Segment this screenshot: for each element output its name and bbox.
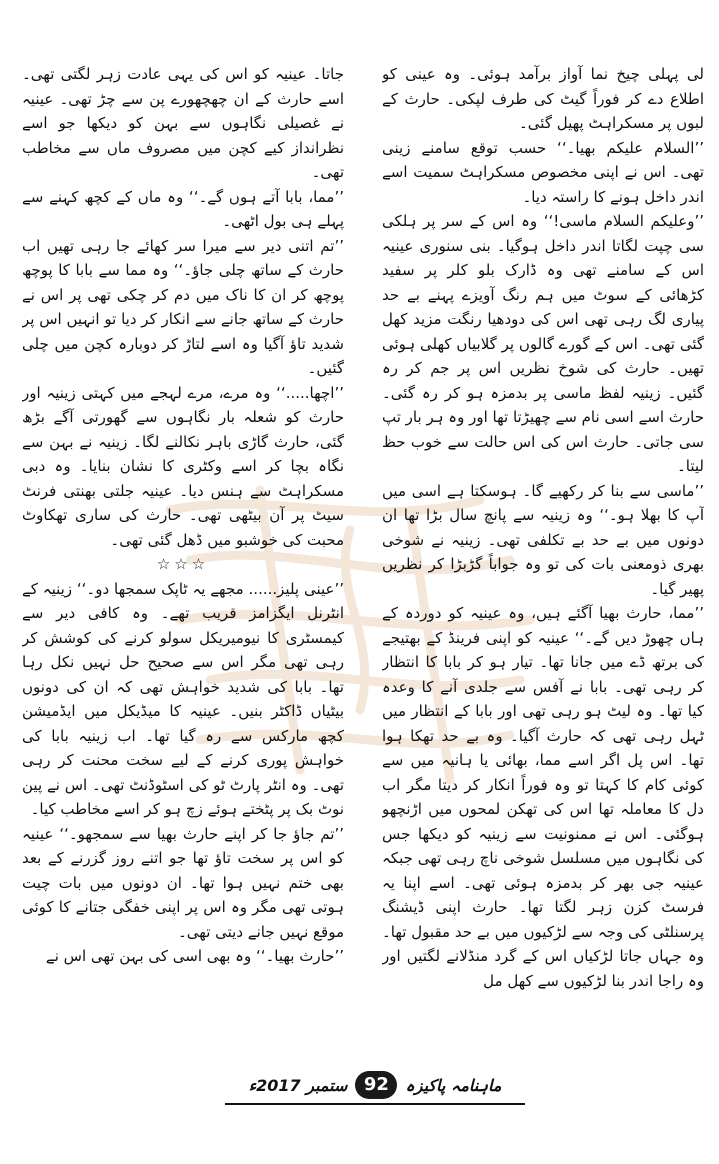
paragraph: ’’حارث بھیا۔‘‘ وہ بھی اسی کی بہن تھی اس نے <box>45 947 344 965</box>
page-number: 92 <box>355 1071 397 1099</box>
paragraph: ’’تم جاؤ جا کر اپنے حارث بھیا سے سمجھو۔‘‘ عینیہ کو اس پر سخت تاؤ تھا جو اتنے روز گزرنے کے بعد بھی ختم نہیں ہوا تھا۔ ان دونوں میں بات چیت ہوتی تھی مگر وہ اس پر اپنی خفگی جتانے کا کوئی موقع نہیں جانے دیتی تھی۔ <box>22 824 344 941</box>
issue-date: ستمبر 2017ء <box>248 1075 348 1095</box>
text-column-right <box>382 62 704 1062</box>
paragraph: ’’مما، حارث بھیا آگئے ہیں، وہ عینیہ کو دوردہ کے ہاں چھوڑ دیں گے۔‘‘ عینیہ کو اپنی فرینڈ کے بھتیجے کی برتھ ڈے میں جانا تھا۔ تیار ہو کر بابا کا انتظار کر رہی تھی۔ بابا نے آفس سے جلدی آنے کا وعدہ کیا تھا۔ وہ لیٹ ہو رہی تھی اور بابا کے انتظار میں ٹہل رہی تھی کہ حارث آگیا۔ وہ بے حد تھکا ہوا تھا۔ اس پل اگر اسے مما، بھائی یا ہانیہ میں سے کوئی کام کا کہتا تو وہ فوراً انکار کر دیتا مگر اب دل کا معاملہ تھا اس کی تھکن لمحوں میں اڑنچھو ہوگئی۔ اس نے ممنونیت سے زینیہ کو دیکھا جس کی نگاہوں میں مسلسل شوخی ناچ رہی تھی جبکہ عینیہ جی بھر کر بدمزہ ہوئی تھی۔ اسے اپنا یہ فرسٹ کزن زہر لگتا تھا۔ حارث اپنی ڈیشنگ پرسنلٹی کی وجہ سے لڑکیوں میں بے حد مقبول تھا۔ وہ جہاں جاتا لڑکیاں اس کے گرد منڈلانے لگتیں اور وہ راجا اندر بنا لڑکیوں سے کھل مل <box>382 604 704 990</box>
magazine-name: ماہنامہ پاکیزہ <box>405 1075 502 1095</box>
paragraph: ’’عینی پلیز...... مجھے یہ ٹاپک سمجھا دو۔‘‘ زینیہ کے انٹرنل ایگزامز قریب تھے۔ وہ کافی دیر سے کیمسٹری کا نیومیریکل سولو کرنے کی کوشش کر رہی تھی مگر اس سے صحیح حل نہیں نکل رہا تھا۔ بابا کی شدید خواہش تھی کہ ان کی دونوں بیٹیاں ڈاکٹر بنیں۔ عینیہ کا میڈیکل میں ایڈمیشن کچھ مارکس سے رہ گیا تھا۔ اب زینیہ بابا کی خواہش پوری کرنے کے لیے سخت محنت کر رہی تھی۔ وہ انٹر پارٹ ٹو کی اسٹوڈنٹ تھی۔ اس نے پین نوٹ بک پر پٹختے ہوئے زچ ہو کر اسے مخاطب کیا۔ <box>22 579 344 818</box>
paragraph: ’’مما، بابا آتے ہوں گے۔‘‘ وہ ماں کے کچھ کہنے سے پہلے ہی بول اٹھی۔ <box>22 187 344 230</box>
paragraph: ’’تم اتنی دیر سے میرا سر کھائے جا رہی تھیں اب حارث کے ساتھ چلی جاؤ۔‘‘ وہ مما سے بابا کا پوچھ پوچھ کر ان کا ناک میں دم کر چکی تھی پر اس نے حارث کے ساتھ جانے سے انکار کر دیا تو انہیں اس پر شدید تاؤ آگیا وہ اسے لتاڑ کر دوبارہ کچن میں چلی گئیں۔ <box>22 236 344 377</box>
footer-divider <box>225 1103 525 1105</box>
paragraph: جاتا۔ عینیہ کو اس کی یہی عادت زہر لگتی تھی۔ اسے حارث کے ان چھچھورے پن سے چڑ تھی۔ عینیہ نے غصیلی نگاہوں سے بہن کو دیکھا جو اسے نظرانداز کیے کچن میں مصروف ماں سے مخاطب تھی۔ <box>22 65 344 181</box>
paragraph: ’’السلام علیکم بھیا۔‘‘ حسب توقع سامنے زینی تھی۔ اس نے اپنی مخصوص مسکراہٹ سمیت اسے اندر داخل ہونے کا راستہ دیا۔ <box>382 138 704 206</box>
paragraph: لی پہلی چیخ نما آواز برآمد ہوئی۔ وہ عینی کو اطلاع دے کر فوراً گیٹ کی طرف لپکی۔ حارث کے لبوں پر مسکراہٹ پھیل گئی۔ <box>382 65 704 132</box>
paragraph: ’’اچھا.....‘‘ وہ مرے، مرے لہجے میں کہتی زینیہ اور حارث کو شعلہ بار نگاہوں سے گھورتی آگے بڑھ گئی، حارث گاڑی باہر نکالنے لگا۔ زینیہ نے بہن سے نگاہ بچا کر اسے وکٹری کا نشان بنایا۔ وہ دبی مسکراہٹ سے ہنس دیا۔ عینیہ جلتی بھنتی فرنٹ سیٹ پر آن بیٹھی تھی۔ حارث کی ساری تھکاوٹ محبت کی خوشبو میں ڈھل گئی تھی۔ <box>22 383 344 549</box>
section-separator-stars: ☆☆☆ <box>156 555 210 573</box>
text-column-left <box>22 62 344 1062</box>
page-footer <box>225 1068 525 1102</box>
paragraph: ’’وعلیکم السلام ماسی!‘‘ وہ اس کے سر پر ہلکی سی چپت لگاتا اندر داخل ہوگیا۔ بنی سنوری عینیہ اس کے سامنے تھی وہ ڈارک بلو کلر پر سفید کڑھائی کے سوٹ میں ہم رنگ آویزے پہنے بے حد پیاری لگ رہی تھی اس کی دودھیا رنگت مزید کھل گئی تھی۔ اس کے گورے گالوں پر گلابیاں کھلی ہوئی تھیں۔ حارث کی شوخ نظریں اس پر جم کر رہ گئیں۔ زینیہ لفظ ماسی پر بدمزہ ہو کر رہ گئی۔ حارث اسے اسی نام سے چھیڑتا تھا اور وہ ہر بار تپ سی جاتی۔ حارث اس کی اس حالت سے خوب حظ لیتا۔ <box>382 212 704 475</box>
paragraph: ’’ماسی سے بنا کر رکھیے گا۔ ہوسکتا ہے اسی میں آپ کا بھلا ہو۔‘‘ وہ زینیہ سے پانچ سال بڑا تھا ان دونوں میں بے حد بے تکلفی تھی۔ زینیہ نے شوخی بھری ذومعنی بات کی تو وہ جواباً گڑبڑا کر نظریں پھیر گیا۔ <box>382 481 704 598</box>
